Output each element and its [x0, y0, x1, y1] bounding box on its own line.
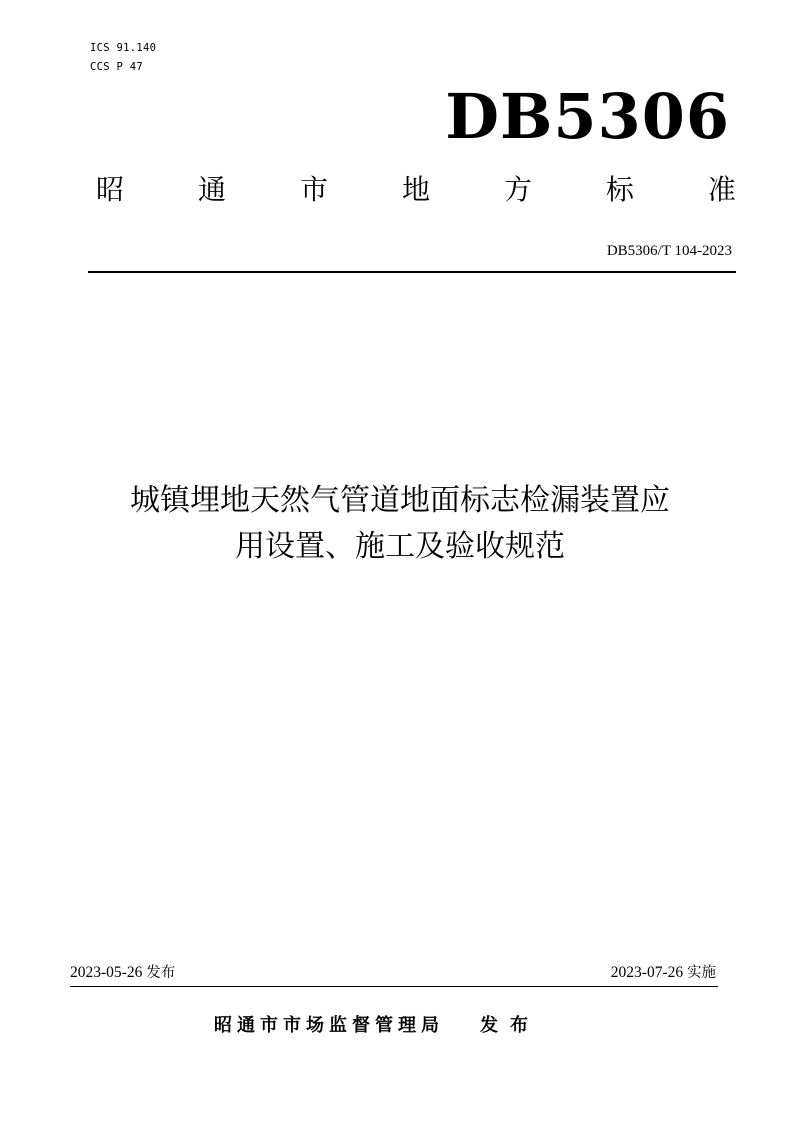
document-title [0, 478, 800, 570]
ics-code: ICS 91.140 [90, 42, 157, 54]
standard-type-char: 通 [197, 173, 226, 206]
implement-date-group [611, 962, 716, 984]
implement-date: 2023-07-26 [610, 964, 684, 981]
ccs-code: CCS P 47 [90, 61, 143, 73]
standard-type-char: 地 [401, 173, 430, 206]
footer-divider [70, 986, 718, 987]
standard-type-char: 准 [707, 173, 736, 206]
issuing-authority: 昭通市市场监督管理局 [214, 1015, 444, 1036]
standard-number: DB5306/T 104-2023 [606, 243, 732, 259]
publish-label: 发布 [146, 965, 176, 981]
issue-label: 发布 [480, 1015, 540, 1036]
date-row [70, 962, 716, 986]
standard-type-char: 方 [503, 173, 532, 206]
standard-type-char: 标 [605, 173, 634, 206]
standard-type [96, 170, 736, 210]
publish-date-group [70, 962, 175, 984]
issuer-row [214, 1013, 540, 1039]
title-line-1: 城镇埋地天然气管道地面标志检漏装置应 [130, 483, 670, 518]
publish-date: 2023-05-26 [70, 964, 143, 981]
implement-label: 实施 [687, 965, 716, 981]
title-line-2: 用设置、施工及验收规范 [235, 529, 565, 564]
standard-code: DB5306 [445, 80, 730, 153]
standard-type-char: 昭 [96, 173, 125, 206]
header-divider [88, 271, 736, 273]
standard-type-char: 市 [299, 173, 328, 206]
